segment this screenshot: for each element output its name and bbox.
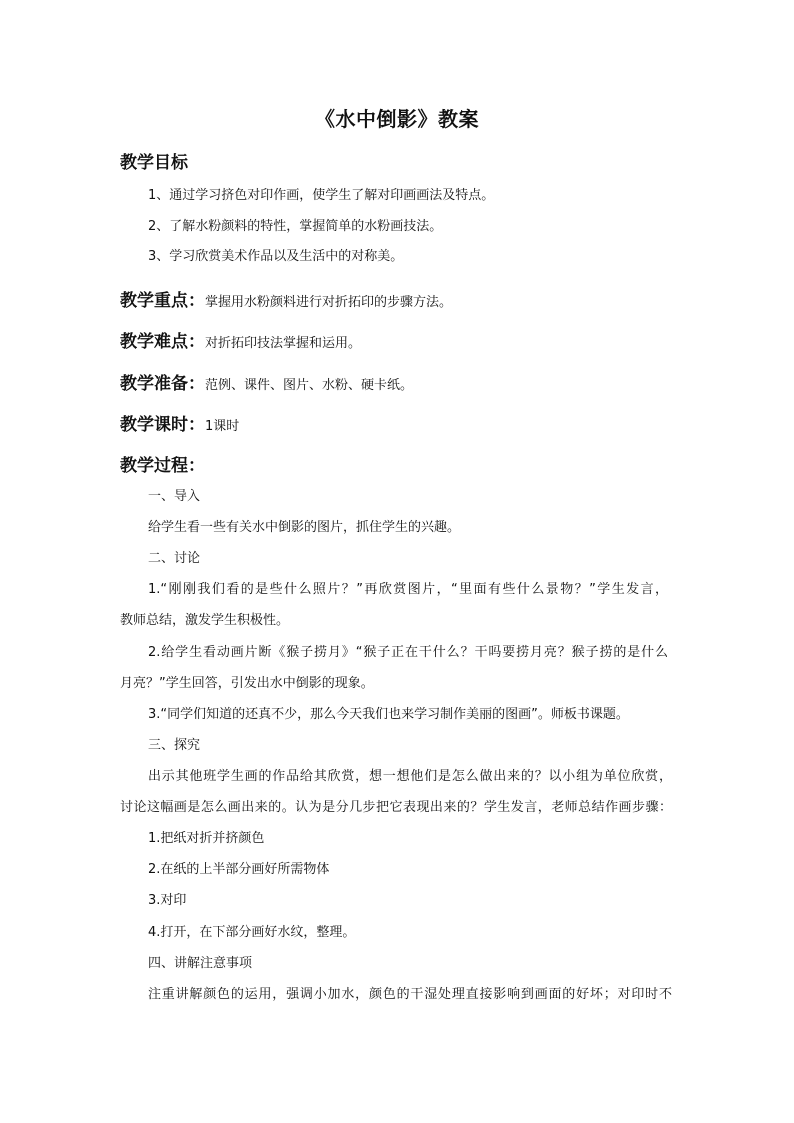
section1-title: 一、导入 [148,489,201,504]
explore-line-1: 出示其他班学生画的作品给其欣赏，想一想他们是怎么做出来的？以小组为单位欣赏， [148,769,672,784]
discussion-item-3: 3.“同学们知道的还真不少，那么今天我们也来学习制作美丽的图画”。师板书课题。 [148,707,629,722]
step-2: 2.在纸的上半部分画好所需物体 [148,862,330,877]
section3-title: 三、探究 [148,738,201,753]
section4-title: 四、讲解注意事项 [148,956,253,971]
explore-line-2: 讨论这幅画是怎么画出来的。认为是分几步把它表现出来的？学生发言，老师总结作画步骤： [120,800,672,815]
process-heading: 教学过程： [120,456,205,476]
step-4: 4.打开，在下部分画好水纹，整理。 [148,925,356,940]
preparation-row [120,369,413,394]
objectives-heading: 教学目标 [120,153,188,173]
document-title: 《水中倒影》教案 [315,107,479,131]
hours-row [120,410,239,435]
objective-item-2: 2、了解水粉颜料的特性，掌握简单的水粉画技法。 [148,219,443,234]
discussion-item-1-line-2: 教师总结，激发学生积极性。 [120,613,290,628]
section1-text: 给学生看一些有关水中倒影的图片，抓住学生的兴趣。 [148,520,461,535]
discussion-item-2-line-1: 2.给学生看动画片断《猴子捞月》“猴子正在干什么？干吗要捞月亮？猴子捞的是什么 [148,645,668,660]
hours-label: 教学课时： [120,415,205,435]
hours-value: 1课时 [205,419,240,434]
difficulty-label: 教学难点： [120,332,205,352]
key-point-row [120,286,452,311]
notes-line-1: 注重讲解颜色的运用，强调小加水，颜色的干湿处理直接影响到画面的好坏；对印时不 [148,987,672,1002]
difficulty-value: 对折拓印技法掌握和运用。 [205,336,362,351]
key-point-label: 教学重点： [120,291,205,311]
preparation-value: 范例、课件、图片、水粉、硬卡纸。 [205,378,414,393]
preparation-label: 教学准备： [120,374,205,394]
discussion-item-2-line-2: 月亮？”学生回答，引发出水中倒影的现象。 [120,676,374,691]
discussion-item-1-line-1: 1.“刚刚我们看的是些什么照片？”再欣赏图片，“里面有些什么景物？”学生发言， [148,582,668,597]
objective-item-3: 3、学习欣赏美术作品以及生活中的对称美。 [148,249,404,264]
key-point-value: 掌握用水粉颜料进行对折拓印的步骤方法。 [205,295,453,310]
section2-title: 二、讨论 [148,551,201,566]
objective-item-1: 1、通过学习挤色对印作画，使学生了解对印画画法及特点。 [148,188,495,203]
difficulty-row [120,327,361,352]
step-3: 3.对印 [148,893,187,908]
step-1: 1.把纸对折并挤颜色 [148,831,265,846]
